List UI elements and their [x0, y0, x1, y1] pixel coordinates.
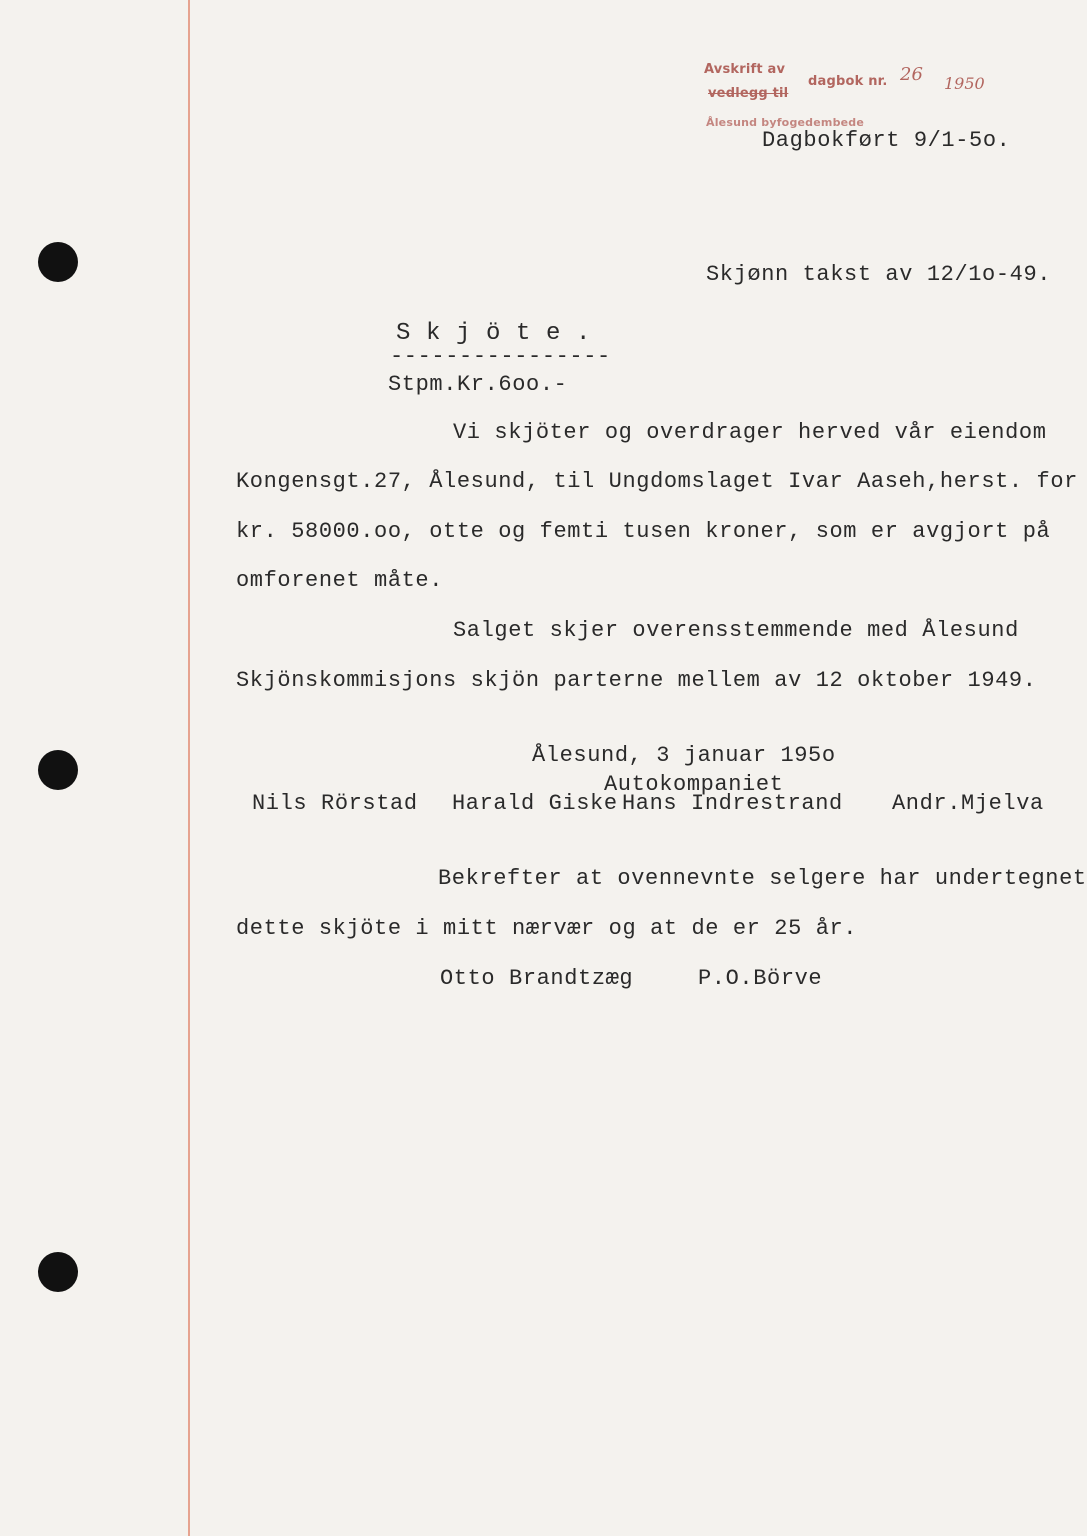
- punch-hole-middle: [38, 750, 78, 790]
- body-line-2: Kongensgt.27, Ålesund, til Ungdomslaget Ivar Aaseh,herst. for: [236, 469, 1078, 494]
- dagbokfort-text: Dagbokført 9/1-5o.: [762, 128, 1011, 153]
- witness-line-2: dette skjöte i mitt nærvær og at de er 25 år.: [236, 916, 858, 941]
- body-line-4: omforenet måte.: [236, 568, 444, 593]
- stamp-year: 1950: [944, 74, 985, 93]
- signatory-3: Hans Indrestrand: [622, 791, 843, 816]
- signatory-1: Nils Rörstad: [252, 791, 418, 816]
- body-line-3: kr. 58000.oo, otte og femti tusen kroner, som er avgjort på: [236, 519, 1051, 544]
- witness-name-1: Otto Brandtzæg: [440, 966, 634, 991]
- stamp-avskrift: Avskrift av: [704, 62, 786, 77]
- stamp-duty: Stpm.Kr.6oo.-: [388, 372, 568, 397]
- body-line-1: Vi skjöter og overdrager herved vår eiendom: [453, 420, 1047, 445]
- skjonn-takst: Skjønn takst av 12/1o-49.: [706, 262, 1052, 287]
- stamp-office: Ålesund byfogedembede: [706, 116, 865, 129]
- witness-name-2: P.O.Börve: [698, 966, 823, 991]
- punch-hole-top: [38, 242, 78, 282]
- place-date: Ålesund, 3 januar 195o: [532, 743, 836, 768]
- title-underline: ----------------: [390, 344, 611, 369]
- body-line-5: Salget skjer overensstemmende med Ålesund: [453, 618, 1019, 643]
- body-line-6: Skjönskommisjons skjön parterne mellem av 12 oktober 1949.: [236, 668, 1037, 693]
- margin-line: [188, 0, 190, 1536]
- document-title: S k j ö t e .: [396, 320, 592, 347]
- signatory-4: Andr.Mjelva: [892, 791, 1044, 816]
- signatory-2: Harald Giske: [452, 791, 618, 816]
- punch-hole-bottom: [38, 1252, 78, 1292]
- stamp-vedlegg: vedlegg til: [708, 86, 789, 101]
- witness-line-1: Bekrefter at ovennevnte selgere har undertegnet: [438, 866, 1087, 891]
- stamp-dagbok-number: 26: [900, 64, 923, 85]
- company-name: Autokompaniet: [604, 772, 784, 797]
- stamp-dagbok: dagbok nr.: [808, 74, 888, 89]
